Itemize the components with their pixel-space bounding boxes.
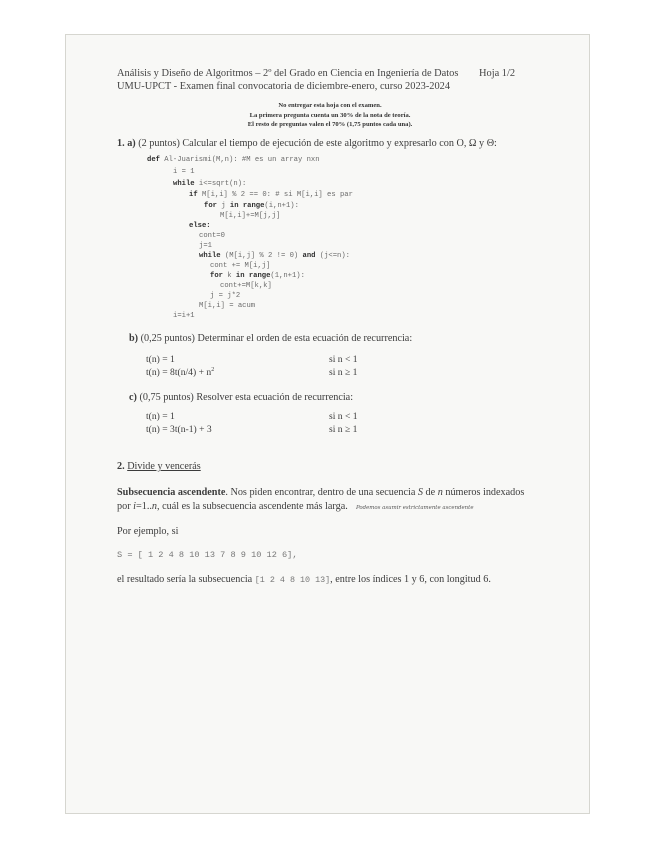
code-line-4: if M[i,i] % 2 == 0: # si M[i,i] es par [189, 191, 353, 199]
code-line-11: cont += M[i,j] [210, 262, 271, 270]
notice-line-2: La primera pregunta cuenta un 30% de la nota de teoría. [249, 112, 411, 119]
question-1a-text: (2 puntos) Calcular el tiempo de ejecución de este algoritmo y expresarlo con O, Ω y Θ: [138, 138, 497, 149]
recurrence-c-cond-2: si n ≥ 1 [329, 424, 358, 435]
question-1c-label: c) [129, 392, 137, 403]
exam-sheet [65, 34, 590, 814]
code-line-6: M[i,i]+=M[j,j] [220, 212, 281, 220]
question-1a-label: 1. a) [117, 138, 136, 149]
code-line-5: for j in range(i,n+1): [204, 202, 299, 210]
question-2-title: Divide y vencerás [127, 461, 201, 472]
recurrence-b-expr-1: t(n) = 1 [146, 354, 175, 365]
question-1c-text: (0,75 puntos) Resolver esta ecuación de recurrencia: [139, 392, 354, 403]
example-result: el resultado sería la subsecuencia [1 2 4 8 10 13], entre los índices 1 y 6, con longitud 6. [117, 574, 491, 585]
header-sheet-number: Hoja 1/2 [479, 68, 516, 79]
question-1b-text: (0,25 puntos) Determinar el orden de esta ecuación de recurrencia: [140, 333, 413, 344]
code-line-7: else: [189, 222, 211, 230]
recurrence-c-expr-1: t(n) = 1 [146, 411, 175, 422]
recurrence-b-cond-1: si n < 1 [329, 354, 358, 365]
question-2-number: 2. [117, 461, 125, 472]
recurrence-c-expr-2: t(n) = 3t(n-1) + 3 [146, 424, 212, 435]
code-line-12: for k in range(1,n+1): [210, 272, 305, 280]
code-line-14: j = j*2 [210, 292, 241, 300]
code-line-15: M[i,i] = acum [199, 302, 256, 310]
header-course-line: Análisis y Diseño de Algoritmos – 2º del Grado en Ciencia en Ingeniería de Datos [117, 68, 459, 79]
question-2-paragraph-line-1: Subsecuencia ascendente. Nos piden encontrar, dentro de una secuencia S de n números indexados [117, 487, 525, 498]
recurrence-b-expr-2: $t(n) = 8t(n/4) + n^2$ [146, 367, 215, 379]
code-line-9: j=1 [199, 242, 212, 250]
code-line-13: cont+=M[k,k] [220, 282, 272, 290]
question-1c [129, 392, 353, 403]
question-1b [129, 333, 412, 344]
notice-line-1: No entregar esta hoja con el examen. [278, 102, 382, 109]
question-1a [117, 138, 497, 149]
question-2-paragraph-line-2: por i=1..n, cuál es la subsecuencia ascendente más larga. [117, 501, 348, 512]
code-line-3: while i<=sqrt(n): [173, 180, 247, 188]
code-line-2: i = 1 [173, 168, 195, 176]
handwritten-note: Podemos asumir estrictamente ascendente [356, 505, 474, 511]
code-line-10: while (M[i,j] % 2 != 0) and (j<=n): [199, 252, 350, 260]
question-2-heading [117, 461, 201, 472]
code-line-1: def Al-Juarismi(M,n): #M es un array nxn [147, 156, 320, 164]
notice-line-3: El resto de preguntas valen el 70% (1,75 puntos cada una). [247, 121, 413, 128]
example-sequence: S = [ 1 2 4 8 10 13 7 8 9 10 12 6], [117, 550, 298, 560]
question-1b-label: b) [129, 333, 139, 344]
recurrence-c-cond-1: si n < 1 [329, 411, 358, 422]
example-intro: Por ejemplo, si [117, 526, 179, 537]
header-exam-line: UMU-UPCT - Examen final convocatoria de diciembre-enero, curso 2023-2024 [117, 81, 451, 92]
code-line-8: cont=0 [199, 232, 225, 240]
code-line-16: i=i+1 [173, 312, 195, 320]
recurrence-b-cond-2: si n ≥ 1 [329, 367, 358, 378]
